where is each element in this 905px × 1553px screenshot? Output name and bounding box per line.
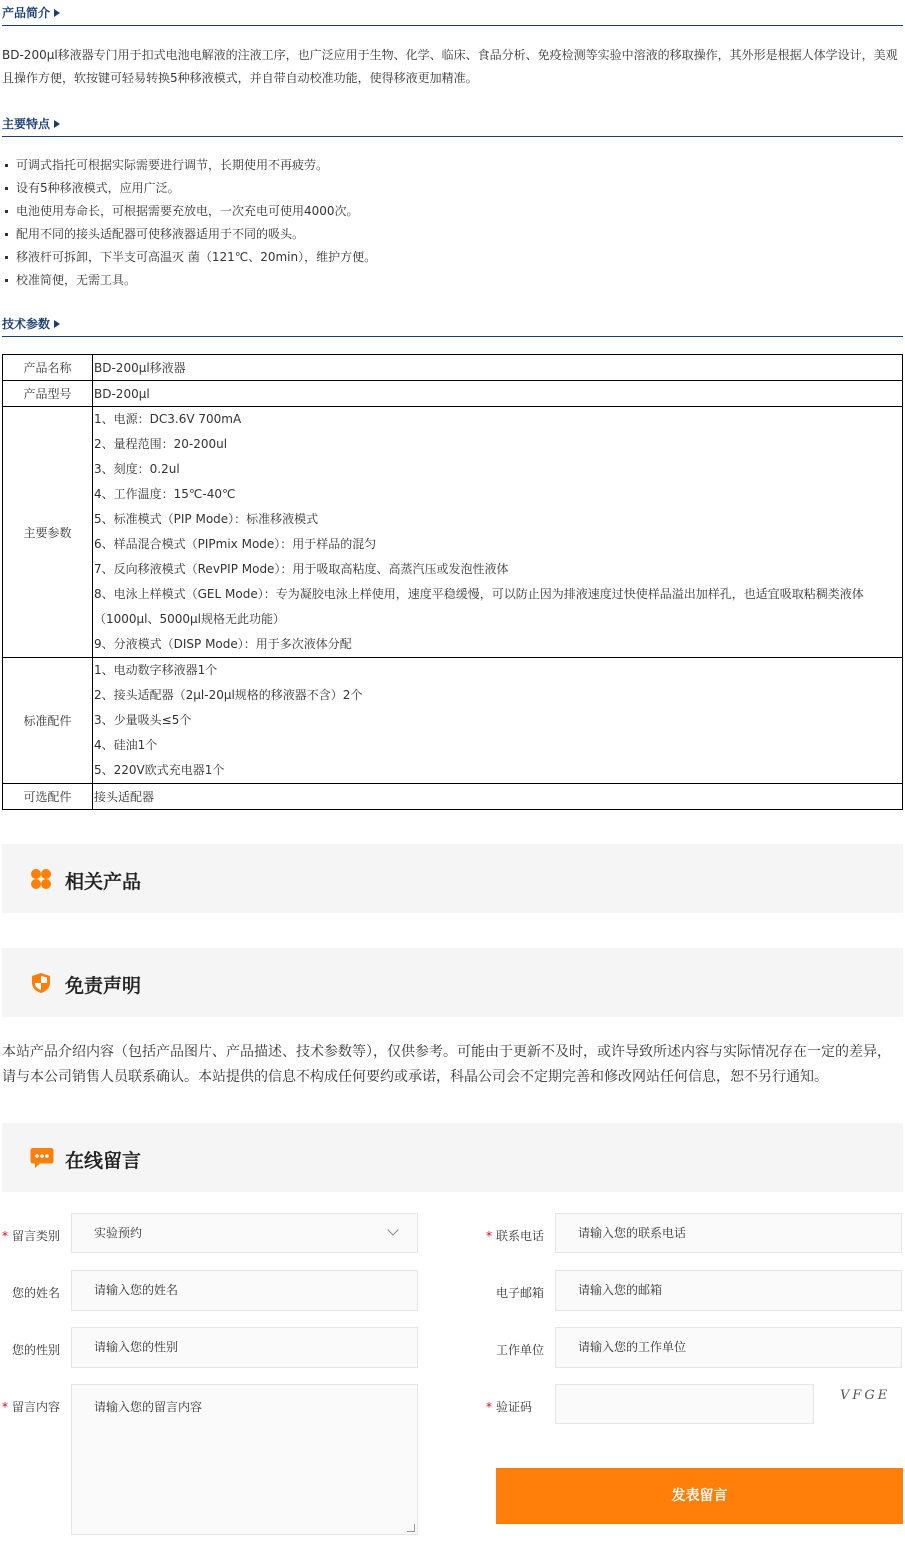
message-form-title: 在线留言 <box>65 1150 142 1172</box>
spec-value: BD-200μl移液器 <box>93 355 903 381</box>
captcha-input[interactable] <box>555 1384 814 1424</box>
spec-table <box>2 354 903 810</box>
intro-text: BD-200μl移液器专门用于扣式电池电解液的注液工序，也广泛应用于生物、化学、临床、食品分析、免疫检测等实验中溶液的移取操作，其外形是根据人体学设计，美观且操作方便，软按键可轻易转换5种移液模式，并自带自动校准功能，使得移液更加精准。 <box>2 48 898 85</box>
category-select[interactable] <box>71 1213 418 1253</box>
message-form-header <box>2 1123 903 1192</box>
related-products-header <box>2 844 903 913</box>
clover-icon <box>30 868 52 890</box>
triangle-right-icon <box>54 320 60 328</box>
section-header-specs <box>2 311 903 337</box>
chat-icon <box>30 1147 54 1169</box>
name-input[interactable]: 请输入您的姓名 <box>71 1270 418 1311</box>
shield-icon <box>30 972 52 994</box>
spec-value <box>93 407 903 658</box>
spec-key: 可选配件 <box>3 784 93 810</box>
chevron-down-icon <box>387 1224 398 1235</box>
list-item: 设有5种移液模式，应用广泛。 <box>2 177 902 200</box>
phone-input[interactable]: 请输入您的联系电话 <box>555 1213 902 1253</box>
spec-line: 4、硅油1个 <box>94 738 158 752</box>
disclaimer-header <box>2 948 903 1017</box>
spec-key: 产品型号 <box>3 381 93 407</box>
email-input[interactable]: 请输入您的邮箱 <box>555 1270 902 1311</box>
spec-value <box>93 658 903 784</box>
category-label: * 留言类别 <box>2 1229 61 1243</box>
disclaimer-title: 免责声明 <box>65 975 142 997</box>
required-mark: * <box>486 1229 492 1243</box>
spec-line: 6、样品混合模式（PIPmix Mode）：用于样品的混匀 <box>94 537 377 551</box>
spec-key: 标准配件 <box>3 658 93 784</box>
required-mark: * <box>2 1400 8 1414</box>
spec-line: 7、反向移液模式（RevPIP Mode）：用于吸取高粘度、高蒸汽压或发泡性液体 <box>94 562 509 576</box>
spec-key: 主要参数 <box>3 407 93 658</box>
table-row <box>3 658 903 784</box>
triangle-right-icon <box>54 120 60 128</box>
section-header-intro <box>2 0 903 26</box>
list-item: 电池使用寿命长，可根据需要充放电，一次充电可使用4000次。 <box>2 200 902 223</box>
table-row <box>3 407 903 658</box>
resize-handle-icon[interactable] <box>407 1524 415 1532</box>
intro-title: 产品简介 <box>2 6 51 20</box>
spec-line: 5、标准模式（PIP Mode）：标准移液模式 <box>94 512 319 526</box>
list-item: 校准简便，无需工具。 <box>2 269 902 292</box>
list-item: 配用不同的接头适配器可使移液器适用于不同的吸头。 <box>2 223 902 246</box>
spec-line: 3、少量吸头≤5个 <box>94 713 192 727</box>
spec-key: 产品名称 <box>3 355 93 381</box>
spec-line: 3、刻度：0.2ul <box>94 462 180 476</box>
triangle-right-icon <box>54 9 60 17</box>
phone-label: * 联系电话 <box>486 1229 545 1243</box>
name-label: 您的姓名 <box>12 1286 61 1300</box>
spec-line: 2、量程范围：20-200ul <box>94 437 228 451</box>
spec-line: 9、分液模式（DISP Mode）：用于多次液体分配 <box>94 637 352 651</box>
captcha-image[interactable]: VFGE <box>840 1388 891 1403</box>
spec-value: 接头适配器 <box>93 784 903 810</box>
table-row <box>3 355 903 381</box>
spec-line: 2、接头适配器（2μl-20μl规格的移液器不含）2个 <box>94 688 363 702</box>
spec-line: 8、电泳上样模式（GEL Mode）：专为凝胶电泳上样使用，速度平稳缓慢，可以防止因为排液速度过快使样品溢出加样孔，也适宜吸取粘稠类液体（1000μl、5000μl规格无此功能） <box>94 587 864 626</box>
spec-line: 1、电动数字移液器1个 <box>94 663 218 677</box>
content-textarea[interactable] <box>71 1384 418 1535</box>
spec-line: 1、电源：DC3.6V 700mA <box>94 412 242 426</box>
list-item: 移液杆可拆卸，下半支可高温灭 菌（121℃、20min），维护方便。 <box>2 246 902 269</box>
company-label: 工作单位 <box>496 1343 545 1357</box>
required-mark: * <box>2 1229 8 1243</box>
related-products-title: 相关产品 <box>65 871 142 893</box>
table-row <box>3 784 903 810</box>
captcha-label: * 验证码 <box>486 1400 533 1414</box>
email-label: 电子邮箱 <box>496 1286 545 1300</box>
content-placeholder: 请输入您的留言内容 <box>94 1400 203 1414</box>
table-row <box>3 381 903 407</box>
features-title: 主要特点 <box>2 117 51 131</box>
spec-line: 4、工作温度：15℃-40℃ <box>94 487 236 501</box>
gender-label: 您的性别 <box>12 1343 61 1357</box>
content-label: * 留言内容 <box>2 1400 61 1414</box>
submit-message-button[interactable]: 发表留言 <box>496 1468 903 1524</box>
section-header-features <box>2 111 903 137</box>
spec-value: BD-200μl <box>93 381 903 407</box>
disclaimer-text: 本站产品介绍内容（包括产品图片、产品描述、技术参数等），仅供参考。可能由于更新不及时，或许导致所述内容与实际情况存在一定的差异，请与本公司销售人员联系确认。本站提供的信息不构成任何要约或承诺，科晶公司会不定期完善和修改网站任何信息，恕不另行通知。 <box>2 1044 891 1085</box>
category-select-value: 实验预约 <box>94 1226 143 1240</box>
spec-line: 5、220V欧式充电器1个 <box>94 763 225 777</box>
required-mark: * <box>486 1400 492 1414</box>
company-input[interactable]: 请输入您的工作单位 <box>555 1327 902 1368</box>
features-list <box>2 154 902 292</box>
list-item: 可调式指托可根据实际需要进行调节，长期使用不再疲劳。 <box>2 154 902 177</box>
gender-input[interactable]: 请输入您的性别 <box>71 1327 418 1368</box>
specs-title: 技术参数 <box>2 317 51 331</box>
